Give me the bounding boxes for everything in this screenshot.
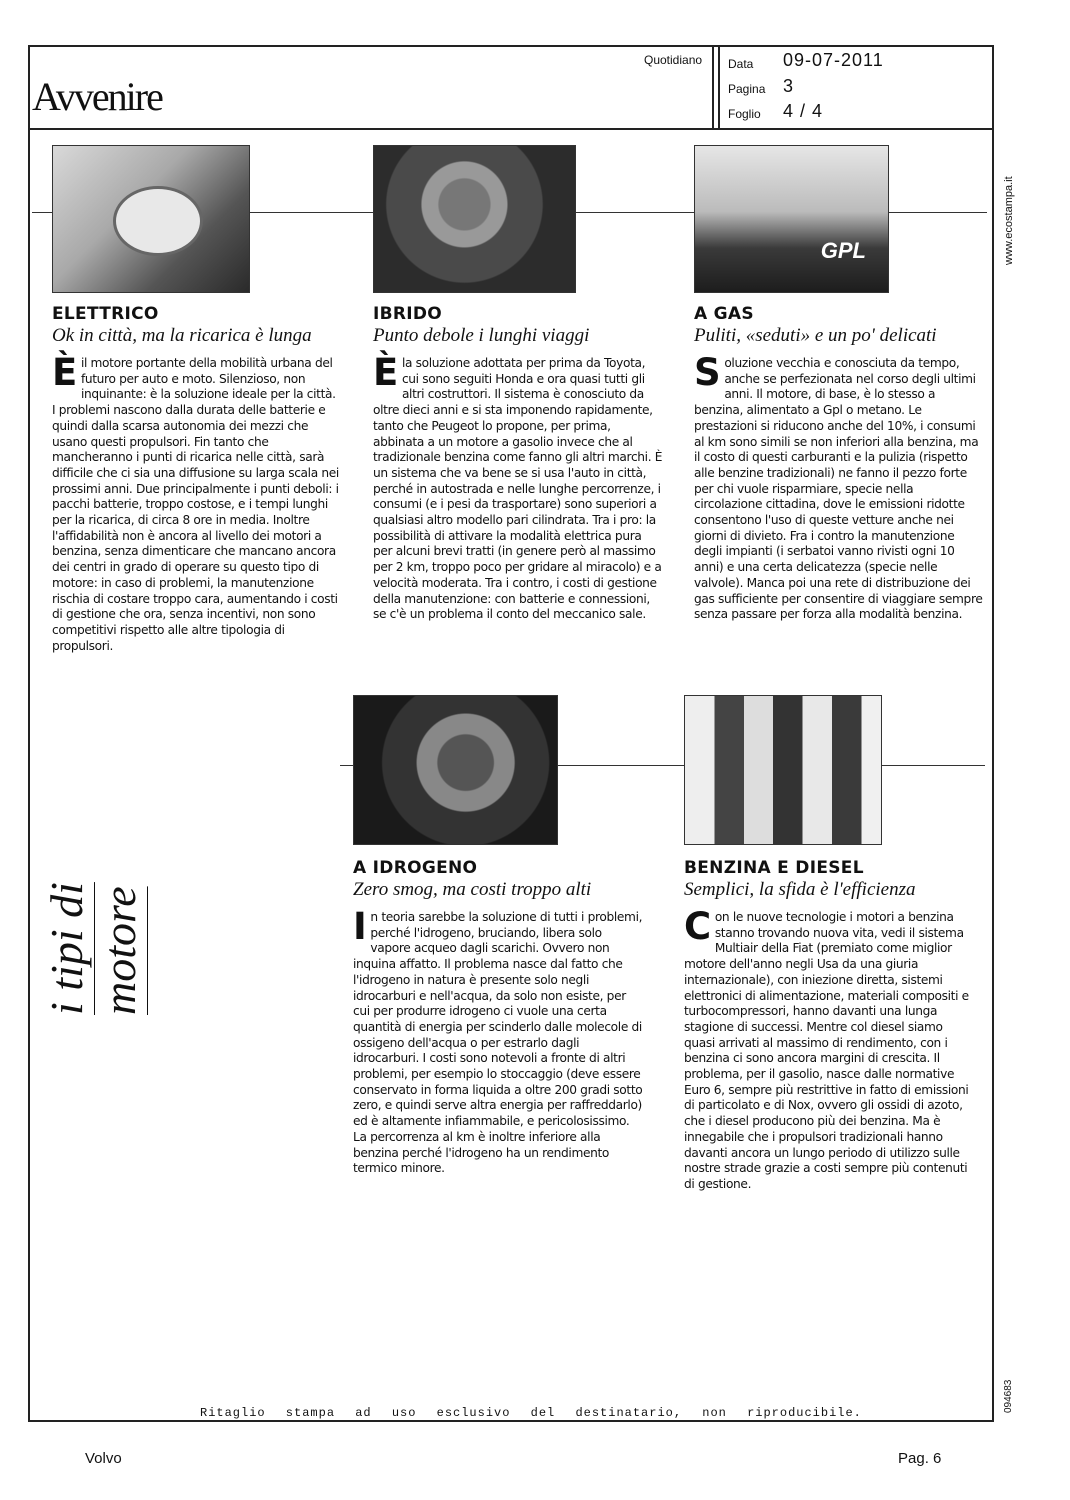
newspaper-logo: Avvenire xyxy=(32,74,162,119)
article-title: ELETTRICO xyxy=(52,304,159,324)
article-text: on le nuove tecnologie i motori a benzina stanno trovando nuova vita, vedi il sistema Multiair della Fiat (premiato come miglior motore dell'anno negli Usa da una giuria internazionale), con iniezione diretta, sistemi elettronici di alimentazione, materiali compositi e turbocompressori, hanno davanti una lunga stagione di successi. Mentre col diesel siamo quasi arrivati al massimo di rendimento, con i benzina ci sono ancora margini di crescita. Il problema, per il gasolio, nasce dalle normative Euro 6, sempre più restrittive in fatto di emissioni di particolato e di Nox, ovvero gli ossidi di azoto, che i diesel producono più dei benzina. Ma è innegabile che i propulsori tradizionali hanno davanti ancora un lungo periodo di utilizzo sulle nostre strade grazie a costi sempre più contenuti di gestione. xyxy=(684,910,969,1191)
article-title: A IDROGENO xyxy=(353,858,478,878)
article-title: IBRIDO xyxy=(373,304,443,324)
article-text: oluzione vecchia e conosciuta da tempo, anche se perfezionata nel corso degli ultimi anni. Il motore, di base, è lo stesso a benzina, alimentato a Gpl o metano. Le prestazioni si riducono anche del 10%, i consumi al km sono simili se non inferiori alla benzina, ma il costo di questi carburanti e la pulizia (rispetto alle benzine tradizionali) ne fanno il pezzo forte per chi vuole risparmiare, specie nella circolazione cittadina, dove le emissioni ridotte consentono l'uso di queste vetture anche nei giorni di divieto. Fra i contro la manutenzione degli impianti (i serbatoi vanno rivisti ogni 10 anni) e una certa delicatezza (specie nelle valvole). Manca poi una rete di distribuzione dei gas sufficiente per consentire di viaggiare sempre senza passare per forza alla modalità benzina. xyxy=(694,356,983,622)
article-title: A GAS xyxy=(694,304,754,324)
hydrogen-fueling-photo xyxy=(353,695,558,845)
article-text: il motore portante della mobilità urbana del futuro per auto e moto. Silenzioso, non inquinante: è la soluzione ideale per la città. I problemi nascono dalla durata delle batterie e quindi dalla scarsa autonomia dei mezzi che usano questi propulsori. Fin tanto che mancheranno i punti di ricarica nelle città, sarà difficile che ci sia una diffusione su larga scala nei prossimi anni. Due principalmente i punti deboli: i pacchi batterie, troppo costose, e i tempi lunghi per la ricarica, di circa 8 ore in media. Inoltre l'affidabilità non è ancora al livello dei motori a benzina, senza dimenticare che mancano ancora dei centri in grado di operare su questo tipo di motore: in caso di problemi, la manutenzione rischia di costare troppo cara, aumentando i costi di gestione che ora, senza incentivi, non sono competitivi rispetto alle altre tipologia di propulsori. xyxy=(52,356,339,653)
article-title: BENZINA E DIESEL xyxy=(684,858,864,878)
side-code: 094683 xyxy=(1003,1379,1014,1413)
article-body xyxy=(52,351,342,654)
header-divider xyxy=(712,45,714,130)
drop-cap: S xyxy=(694,351,721,394)
date-label: Data xyxy=(728,57,754,71)
article-text: la soluzione adottata per prima da Toyota, cui sono seguiti Honda e ora quasi tutti gli altri costruttori. Il sistema è conosciuto da oltre dieci anni e si sta imponendo rapidamente, tanto che Peugeot lo propone, per prima, abbinata a un motore a gasolio invece che al tradizionale benzina come fanno gli altri marchi. È un sistema che va bene se si usa l'auto in città, perché in autostrada e nelle lunghe percorrenze, i consumi (e i pesi da trasportare) sono superiori a qualsiasi altro modello pari cilindrata. Tra i pro: la possibilità di attivare la modalità elettrica pura per alcuni brevi tratti (in genere però al massimo per 2 km, troppo poco per gridare al miracolo) e a velocità moderata. Tra i contro, i costi di gestione della manutenzione: con batterie e connessioni, se c'è un problema il conto del meccanico sale. xyxy=(373,356,663,622)
publication-type: Quotidiano xyxy=(644,53,703,67)
article-body xyxy=(684,905,974,1193)
gas-station-photo xyxy=(694,145,889,293)
footer-page-number: Pag. 6 xyxy=(898,1450,942,1467)
article-ibrido xyxy=(373,304,663,623)
copyright-note: Ritaglio stampa ad uso esclusivo del destinatario, non riproducibile. xyxy=(200,1406,862,1420)
article-text: n teoria sarebbe la soluzione di tutti i problemi, perché l'idrogeno, bruciando, libera solo vapore acqueo dagli scarichi. Ovvero non inquina affatto. Il problema nasce dal fatto che l'idrogeno in natura è presente solo negli idrocarburi e nell'acqua, da solo non esiste, per cui per produrre idrogeno ci vuole una certa quantità di energia per scinderlo dalle molecole di ossigeno dell'acqua o per estrarlo dagli idrocarburi. I costi sono notevoli a fronte di altri problemi, per esempio lo stoccaggio (deve essere conservato in forma liquida a oltre 200 gradi sotto zero, e quindi serve altra energia per raffreddarlo) ed è altamente infiammabile, e pericolosissimo. La percorrenza al km è inoltre inferiore alla benzina perché l'idrogeno ha un rendimento termico minore. xyxy=(353,910,643,1176)
article-subtitle: Ok in città, ma la ricarica è lunga xyxy=(52,325,312,346)
footer-client: Volvo xyxy=(85,1450,122,1467)
article-body xyxy=(373,351,663,623)
article-elettrico xyxy=(52,304,342,654)
sheet-value: 4 / 4 xyxy=(783,101,824,121)
drop-cap: I xyxy=(353,905,367,948)
sheet-label: Foglio xyxy=(728,107,761,121)
article-body xyxy=(694,351,984,623)
fuel-pumps-photo xyxy=(684,695,882,845)
article-subtitle: Punto debole i lunghi viaggi xyxy=(373,325,590,346)
page-value: 3 xyxy=(783,76,795,96)
article-body xyxy=(353,905,643,1177)
article-idrogeno xyxy=(353,858,643,1177)
article-subtitle: Puliti, «seduti» e un po' delicati xyxy=(694,325,937,346)
drop-cap: È xyxy=(373,351,398,394)
header-divider xyxy=(718,45,720,130)
drop-cap: È xyxy=(52,351,77,394)
electric-charging-photo xyxy=(52,145,250,293)
article-a-gas xyxy=(694,304,984,623)
side-url: www.ecostampa.it xyxy=(1003,176,1015,265)
drop-cap: C xyxy=(684,905,711,948)
hybrid-fuel-photo xyxy=(373,145,576,293)
page-label: Pagina xyxy=(728,82,766,96)
date-value: 09-07-2011 xyxy=(783,50,884,70)
plug-shape xyxy=(113,186,203,256)
article-subtitle: Zero smog, ma costi troppo alti xyxy=(353,879,592,900)
article-subtitle: Semplici, la sfida è l'efficienza xyxy=(684,879,916,900)
article-benzina-diesel xyxy=(684,858,974,1193)
gpl-sign: GPL xyxy=(820,238,866,263)
section-title: i tipi di motore xyxy=(41,882,145,1015)
